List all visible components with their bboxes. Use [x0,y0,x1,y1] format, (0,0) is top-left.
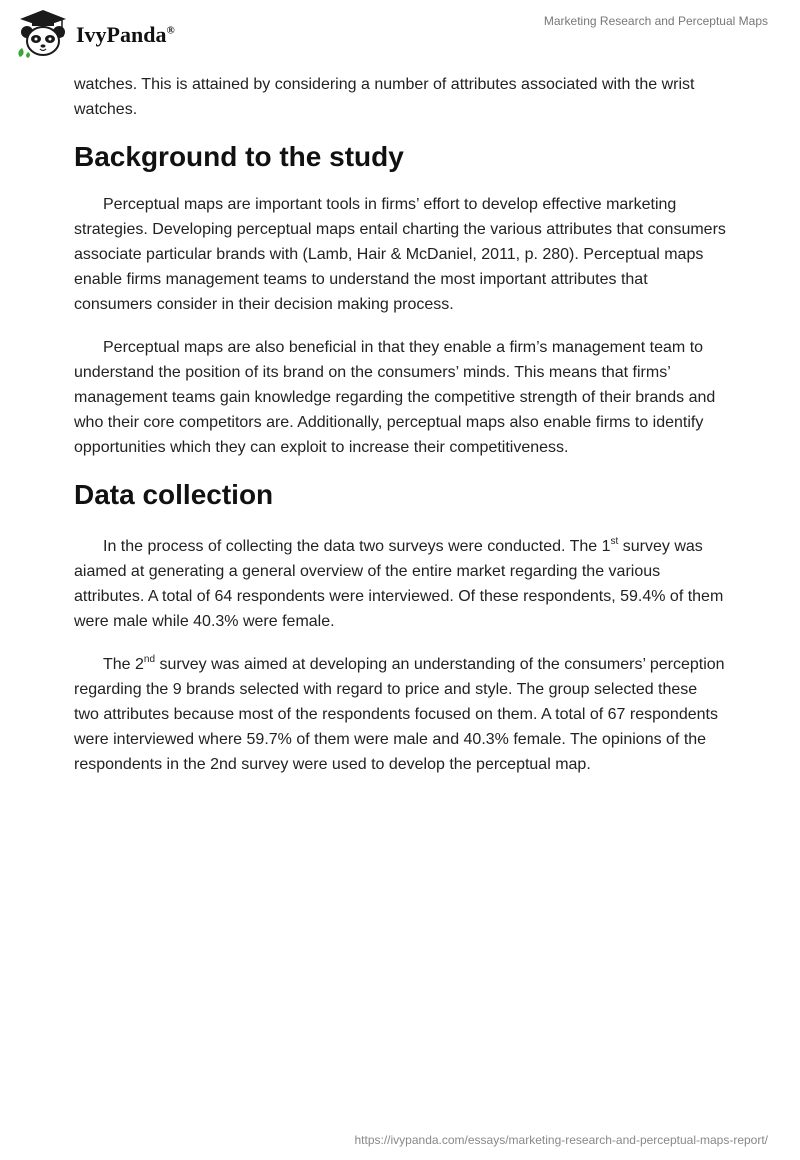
ivypanda-logo[interactable] [14,8,175,58]
intro-paragraph: watches. This is attained by considering a number of attributes associated with the wrist watches. [74,76,695,118]
panda-graduate-icon [14,8,72,58]
registered-mark: ® [166,24,175,37]
background-paragraph-1: Perceptual maps are important tools in firms’ effort to develop effective marketing strategies. Developing perceptual maps entail charting the various attributes that consumers associate particular brands with (Lamb, Hair & McDaniel, 2011, p. 280). Perceptual maps enable firms management teams to understand the most important attributes that consumers consider in their decision making process. [74,196,726,313]
background-paragraph-2: Perceptual maps are also beneficial in that they enable a firm’s management team to understand the position of its brand on the consumers’ minds. This means that firms’ management teams gain knowledge regarding the competitive strength of their brands and who their core competitors are. Additionally, perceptual maps also enable firms to identify opportunities which they can exploit to increase their competitiveness. [74,339,716,456]
logo-text: IvyPanda® [76,22,175,47]
data-collection-paragraph-1: In the process of collecting the data two surveys were conducted. The 1st survey was aiamed at generating a general overview of the entire market regarding the various attributes. A total of 64 respondents were interviewed. Of these respondents, 59.4% of them were male while 40.3% were female. [74,536,724,630]
ordinal-suffix: nd [143,654,156,665]
section-heading-data-collection: Data collection [74,479,274,510]
page-header [0,0,800,70]
source-url[interactable]: https://ivypanda.com/essays/marketing-research-and-perceptual-maps-report/ [354,1133,768,1147]
document-body [74,72,726,795]
data-collection-paragraph-2: The 2nd survey was aimed at developing an understanding of the consumers’ perception regarding the 9 brands selected with regard to price and style. The group selected these two attributes because most of the respondents focused on them. A total of 67 respondents were interviewed where 59.7% of them were male and 40.3% female. The opinions of the respondents in the 2nd survey were used to develop the perceptual map. [74,654,725,773]
document-title: Marketing Research and Perceptual Maps [543,14,768,28]
section-heading-background: Background to the study [74,141,404,172]
ordinal-suffix: st [610,536,619,547]
